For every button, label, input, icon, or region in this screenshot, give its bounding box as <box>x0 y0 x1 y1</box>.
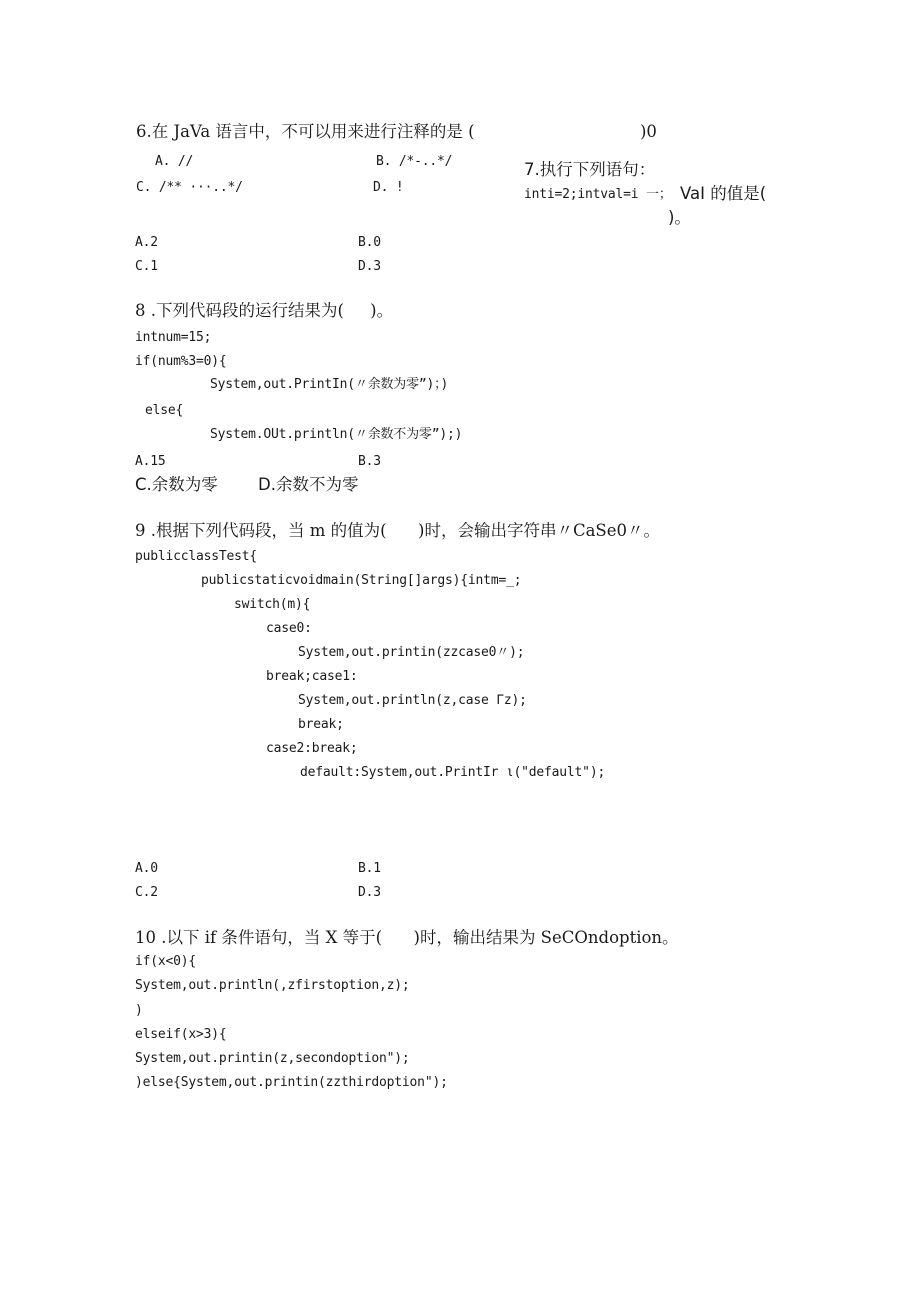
q6-stem: 6.在 JaVa 语言中，不可以用来进行注释的是 ( <box>136 122 475 141</box>
q10-stem: 10 .以下 if 条件语句，当 X 等于( )时，输出结果为 SeCOndoption。 <box>135 928 679 947</box>
q9-option-b: B.1 <box>358 861 381 876</box>
q9-code-line: System,out.println(z,case Γz); <box>298 693 527 708</box>
q9-code-line: System,out.printin(zzcase0〃); <box>298 645 525 660</box>
q8-code-line: if(num%3=0){ <box>135 354 227 369</box>
q7-code: inti=2;intval=i 一； <box>524 187 672 202</box>
q8-code-line: else{ <box>145 403 184 418</box>
q8-option-d: D.余数不为零 <box>258 475 359 494</box>
q7-option-d: D.3 <box>358 259 381 274</box>
q7-option-c: C.1 <box>135 259 158 274</box>
q9-code-line: break; <box>298 717 344 732</box>
q7-stem-continued: VaI 的值是( <box>680 184 767 203</box>
q8-option-b: B.3 <box>358 454 381 469</box>
q9-code-line: case0: <box>266 621 312 636</box>
q9-stem: 9 .根据下列代码段，当 m 的值为( )时，会输出字符串〃CaSe0〃。 <box>135 521 660 540</box>
q8-option-a: A.15 <box>135 454 166 469</box>
q7-stem-end: )。 <box>668 208 691 227</box>
q7-stem: 7.执行下列语句： <box>524 160 656 179</box>
q9-code-line: break;case1: <box>266 669 358 684</box>
q6-option-d: D. ! <box>373 180 404 195</box>
q9-code-line: case2:break; <box>266 741 358 756</box>
q8-stem: 8 .下列代码段的运行结果为( )。 <box>135 301 394 320</box>
q9-code-line: default:System,out.PrintIr ι("default"); <box>300 765 606 780</box>
q10-code-line: System,out.println(,zfirstoption,z); <box>135 978 410 993</box>
q9-option-d: D.3 <box>358 885 381 900</box>
q9-option-c: C.2 <box>135 885 158 900</box>
q6-option-c: C. /** ···..*/ <box>136 180 243 195</box>
q9-option-a: A.0 <box>135 861 158 876</box>
q7-option-a: A.2 <box>135 235 158 250</box>
q7-option-b: B.0 <box>358 235 381 250</box>
q9-code-line: publicclassTest{ <box>135 549 258 564</box>
q9-code-line: publicstaticvoidmain(String[]args){intm=_; <box>201 573 522 588</box>
q8-code-line: System,out.PrintIn(〃余数为零”)；) <box>210 377 449 392</box>
q6-option-b: B. /*-..*/ <box>376 154 453 169</box>
q8-code-line: intnum=15; <box>135 330 212 345</box>
q10-code-line: elseif(x>3){ <box>135 1027 227 1042</box>
q6-option-a: A. // <box>155 154 194 169</box>
q9-code-line: switch(m){ <box>234 597 311 612</box>
q10-code-line: )else{System,out.printin(zzthirdoption"); <box>135 1075 448 1090</box>
q8-option-c: C.余数为零 <box>135 475 218 494</box>
q6-blank-end: )0 <box>640 122 657 141</box>
q8-code-line: System.OUt.println(〃余数不为零”);) <box>210 427 463 442</box>
q10-code-line: if(x<0){ <box>135 954 197 969</box>
q10-code-line: ) <box>135 1003 143 1018</box>
q10-code-line: System,out.printin(z,secondoption"); <box>135 1051 410 1066</box>
